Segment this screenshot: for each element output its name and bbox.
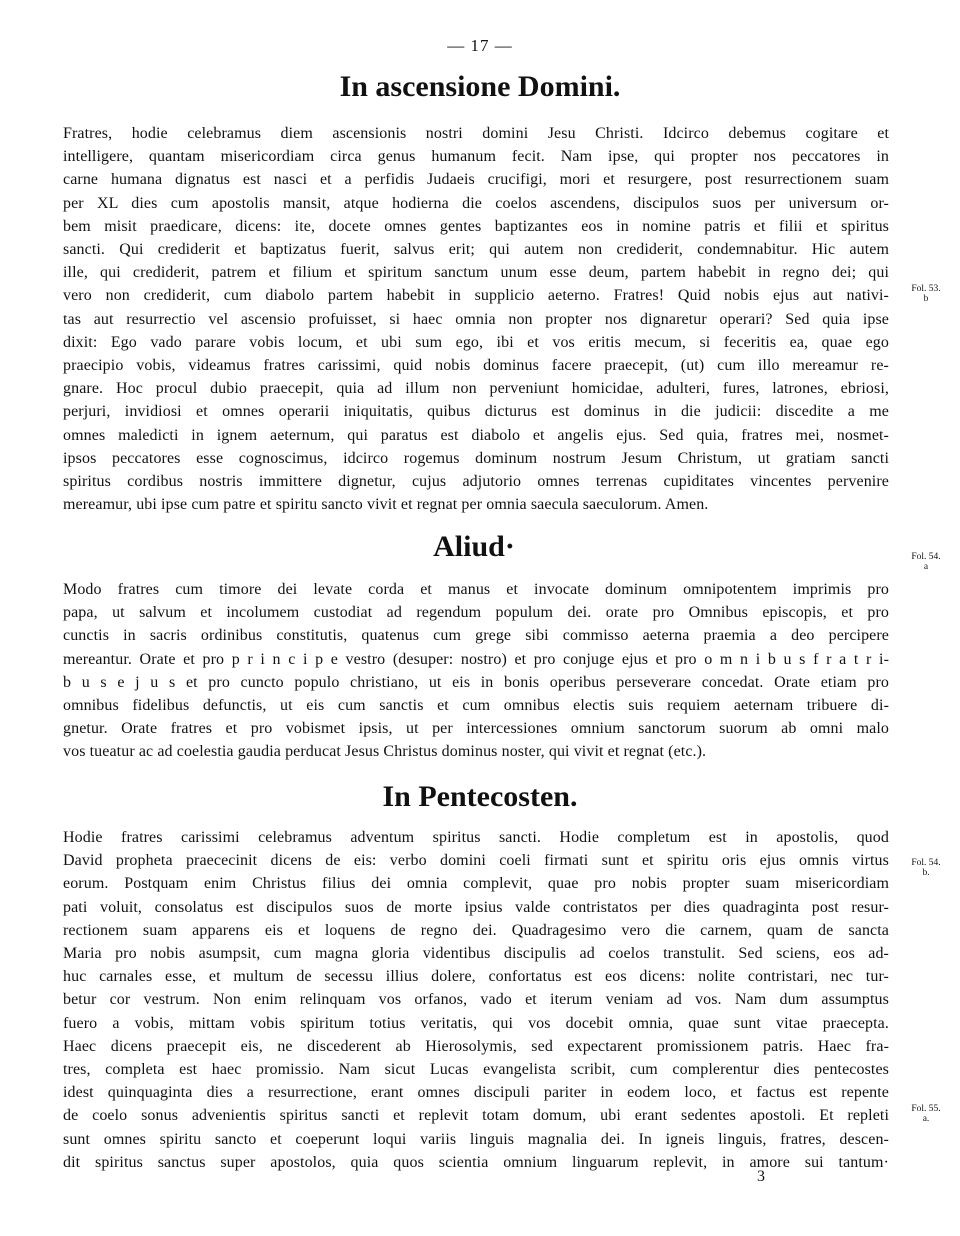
text-line: David propheta praececinit dicens de eis: verbo domini coeli firmati sunt et spiritu oris ejus omnis virtus	[63, 852, 889, 870]
text-line: ipsos peccatores esse cognoscimus, idcirco rogemus dominum nostrum Jesum Christum, ut gratiam sancti	[63, 449, 889, 467]
heading-ascension: In ascensione Domini.	[339, 70, 621, 103]
text-line: dixit: Ego vado parare vobis locum, et ubi sum ego, ibi et vos eritis mecum, si feceritis ea, quae ego	[63, 333, 889, 351]
paragraph-pentecost	[63, 826, 889, 1174]
text-line: Fratres, hodie celebramus diem ascensionis nostri domini Jesu Christi. Idcirco debemus cogitare et	[63, 125, 889, 142]
margin-note-folio	[896, 552, 956, 572]
paragraph-ascension	[63, 122, 889, 516]
margin-note-folio-number: Fol. 55.	[911, 1104, 941, 1114]
margin-note-folio-side: a.	[922, 1114, 930, 1124]
text-line: praecipio vobis, videamus fratres carissimi, quid nobis dominus facere praecepit, (ut) cum illo mereamur re-	[63, 357, 889, 375]
margin-note-folio	[896, 1104, 956, 1124]
margin-note-folio-number: Fol. 54.	[911, 858, 941, 868]
text-line: de coelo sonus advenientis spiritus sancti et replevit totam domum, ubi erant sedentes apostoli. Et repleti	[63, 1107, 889, 1125]
text-line: Hodie fratres carissimi celebramus adventum spiritus sancti. Hodie completum est in apostolis, quod	[63, 829, 889, 846]
paragraph-aliud	[63, 578, 889, 764]
text-line: carne humana dignatus est nasci et a perfidis Judaeis crucifigi, mori et resurgere, post resurrectionem suam	[63, 171, 889, 189]
text-line: cunctis in sacris ordinibus constitutis, quatenus cum grege sibi commisso aeterna praemia a deo percipere	[63, 627, 889, 645]
text-line: perjuri, invidiosi et omnes operarii iniquitatis, quibus dicturus est dominus in die judicii: discedite a me	[63, 403, 889, 421]
margin-note-folio-number: Fol. 54.	[911, 552, 941, 562]
text-line: papa, ut salvum et incolumem custodiat ad regendum populum dei. orate pro Omnibus episcopis, et pro	[63, 604, 889, 622]
text-line: Maria pro nobis asumpsit, cum magna gloria videntibus discipulis ad coelos transtulit. Sed sciens, eos ad-	[63, 945, 889, 963]
text-line: huc carnales esse, et multum de secessu illius dolere, confortatus est eos dicens: nolite contristari, nec tur-	[63, 968, 889, 986]
text-line: vero non crediderit, cum diabolo partem habebit in supplicio aeterno. Fratres! Quid nobis ejus aut nativi-	[63, 287, 889, 305]
margin-note-folio-side: b	[923, 294, 929, 304]
signature-mark: 3	[757, 1168, 765, 1185]
margin-note-folio	[896, 858, 956, 878]
text-line: bem misit praedicare, dicens: ite, docete omnes gentes baptizantes eos in nomine patris et filii et spiritus	[63, 217, 889, 235]
page-number: — 17 —	[447, 36, 513, 55]
text-line: ille, qui crediderit, patrem et filium et spiritum sanctum unum esse deum, partem habebit in regno dei; qui	[63, 264, 889, 282]
text-line: b u s e j u s et pro cuncto populo christiano, ut eis in bonis operibus perseverare concedat. Orate etiam pro	[63, 673, 889, 691]
text-line: eorum. Postquam enim Christus filius dei omnia complevit, quae pro nobis propter suam misericordiam	[63, 875, 889, 893]
text-line: gnetur. Orate fratres et pro vobismet ipsis, ut per intercessiones omnium sanctorum suorum ab omni malo	[63, 720, 889, 738]
text-line: idest quinquaginta dies a resurrectione, erant omnes discipuli pariter in eodem loco, et factus est repente	[63, 1084, 889, 1102]
text-line: sancti. Qui crediderit et baptizatus fuerit, salvus erit; qui autem non crediderit, condemnabitur. Hic autem	[63, 241, 889, 259]
margin-note-folio	[896, 284, 956, 304]
text-line: gnare. Hoc procul dubio praecepit, quia ad illum non perveniunt homicidae, adulteri, fures, latrones, ebriosi,	[63, 380, 889, 398]
text-line: Haec dicens praecepit eis, ne discederent ab Hierosolymis, sed expectarent promissionem patris. Haec fra-	[63, 1037, 889, 1055]
text-line: intelligere, quantam misericordiam circa genus humanum fecit. Nam ipse, qui propter nos peccatores in	[63, 148, 889, 166]
text-line: fuero a vobis, mittam vobis spiritum totius veritatis, qui vos docebit omnia, quae sunt vitae praecepta.	[63, 1014, 889, 1032]
text-line: mereantur. Orate et pro p r i n c i p e vestro (desuper: nostro) et pro conjuge ejus et pro o m n i b u s f r a t r i-	[63, 650, 889, 668]
text-line: per XL dies cum apostolis mansit, atque hodierna die coelos ascendens, discipulos suos per universum or-	[63, 194, 889, 212]
text-line: omnibus fidelibus defunctis, ut eis cum sanctis et cum omnibus electis suis requiem aeternam tribuere di-	[63, 697, 889, 715]
text-line: spiritus cordibus nostris immittere dignetur, cujus adjutorio omnes terrenas cupiditates vincentes pervenire	[63, 473, 889, 491]
text-line: omnes maledicti in ignem aeternum, qui paratus est diabolo et angelis ejus. Sed quia, fratres mei, nosmet-	[63, 426, 889, 444]
margin-note-folio-side: b.	[922, 868, 930, 878]
heading-aliud: Aliud·	[433, 530, 515, 563]
text-line: mereamur, ubi ipse cum patre et spiritu sancto vivit et regnat per omnia saecula saeculorum. Amen.	[63, 496, 709, 514]
text-line: betur cor vestrum. Non enim relinquam vos orfanos, vado et iterum veniam ad vos. Nam dum assumptus	[63, 991, 889, 1009]
text-line: tas aut resurrectio vel ascensio profuisset, si haec omnia non propter nos dignaretur operari? Sed quia ipse	[63, 310, 889, 328]
heading-pentecost: In Pentecosten.	[382, 780, 578, 813]
margin-note-folio-side: a	[923, 562, 929, 572]
text-line: Modo fratres cum timore dei levate corda et manus et invocate dominum omnipotentem imprimis pro	[63, 581, 889, 598]
text-line: pati voluit, consolatus est discipulos suos de morte ipsius valde contristatos per dies quadraginta post resur-	[63, 898, 889, 916]
text-line: sunt omnes spiritu sancto et coeperunt loqui variis linguis magnalia dei. In igneis linguis, fratres, descen-	[63, 1130, 889, 1148]
text-line: rectionem suam apparens eis et loquens de regno dei. Quadragesimo vero die carnem, quam de sancta	[63, 921, 889, 939]
margin-note-folio-number: Fol. 53.	[911, 284, 941, 294]
text-line: dit spiritus sanctus super apostolos, quia quos scientia omnium linguarum replevit, in amore sui tantum·	[63, 1153, 889, 1171]
text-line: tres, completa est haec promissio. Nam sicut Lucas evangelista scribit, cum complerentur dies pentecostes	[63, 1061, 889, 1079]
text-line: vos tueatur ac ad coelestia gaudia perducat Jesus Christus dominus noster, qui vivit et regnat (etc.).	[63, 743, 707, 761]
